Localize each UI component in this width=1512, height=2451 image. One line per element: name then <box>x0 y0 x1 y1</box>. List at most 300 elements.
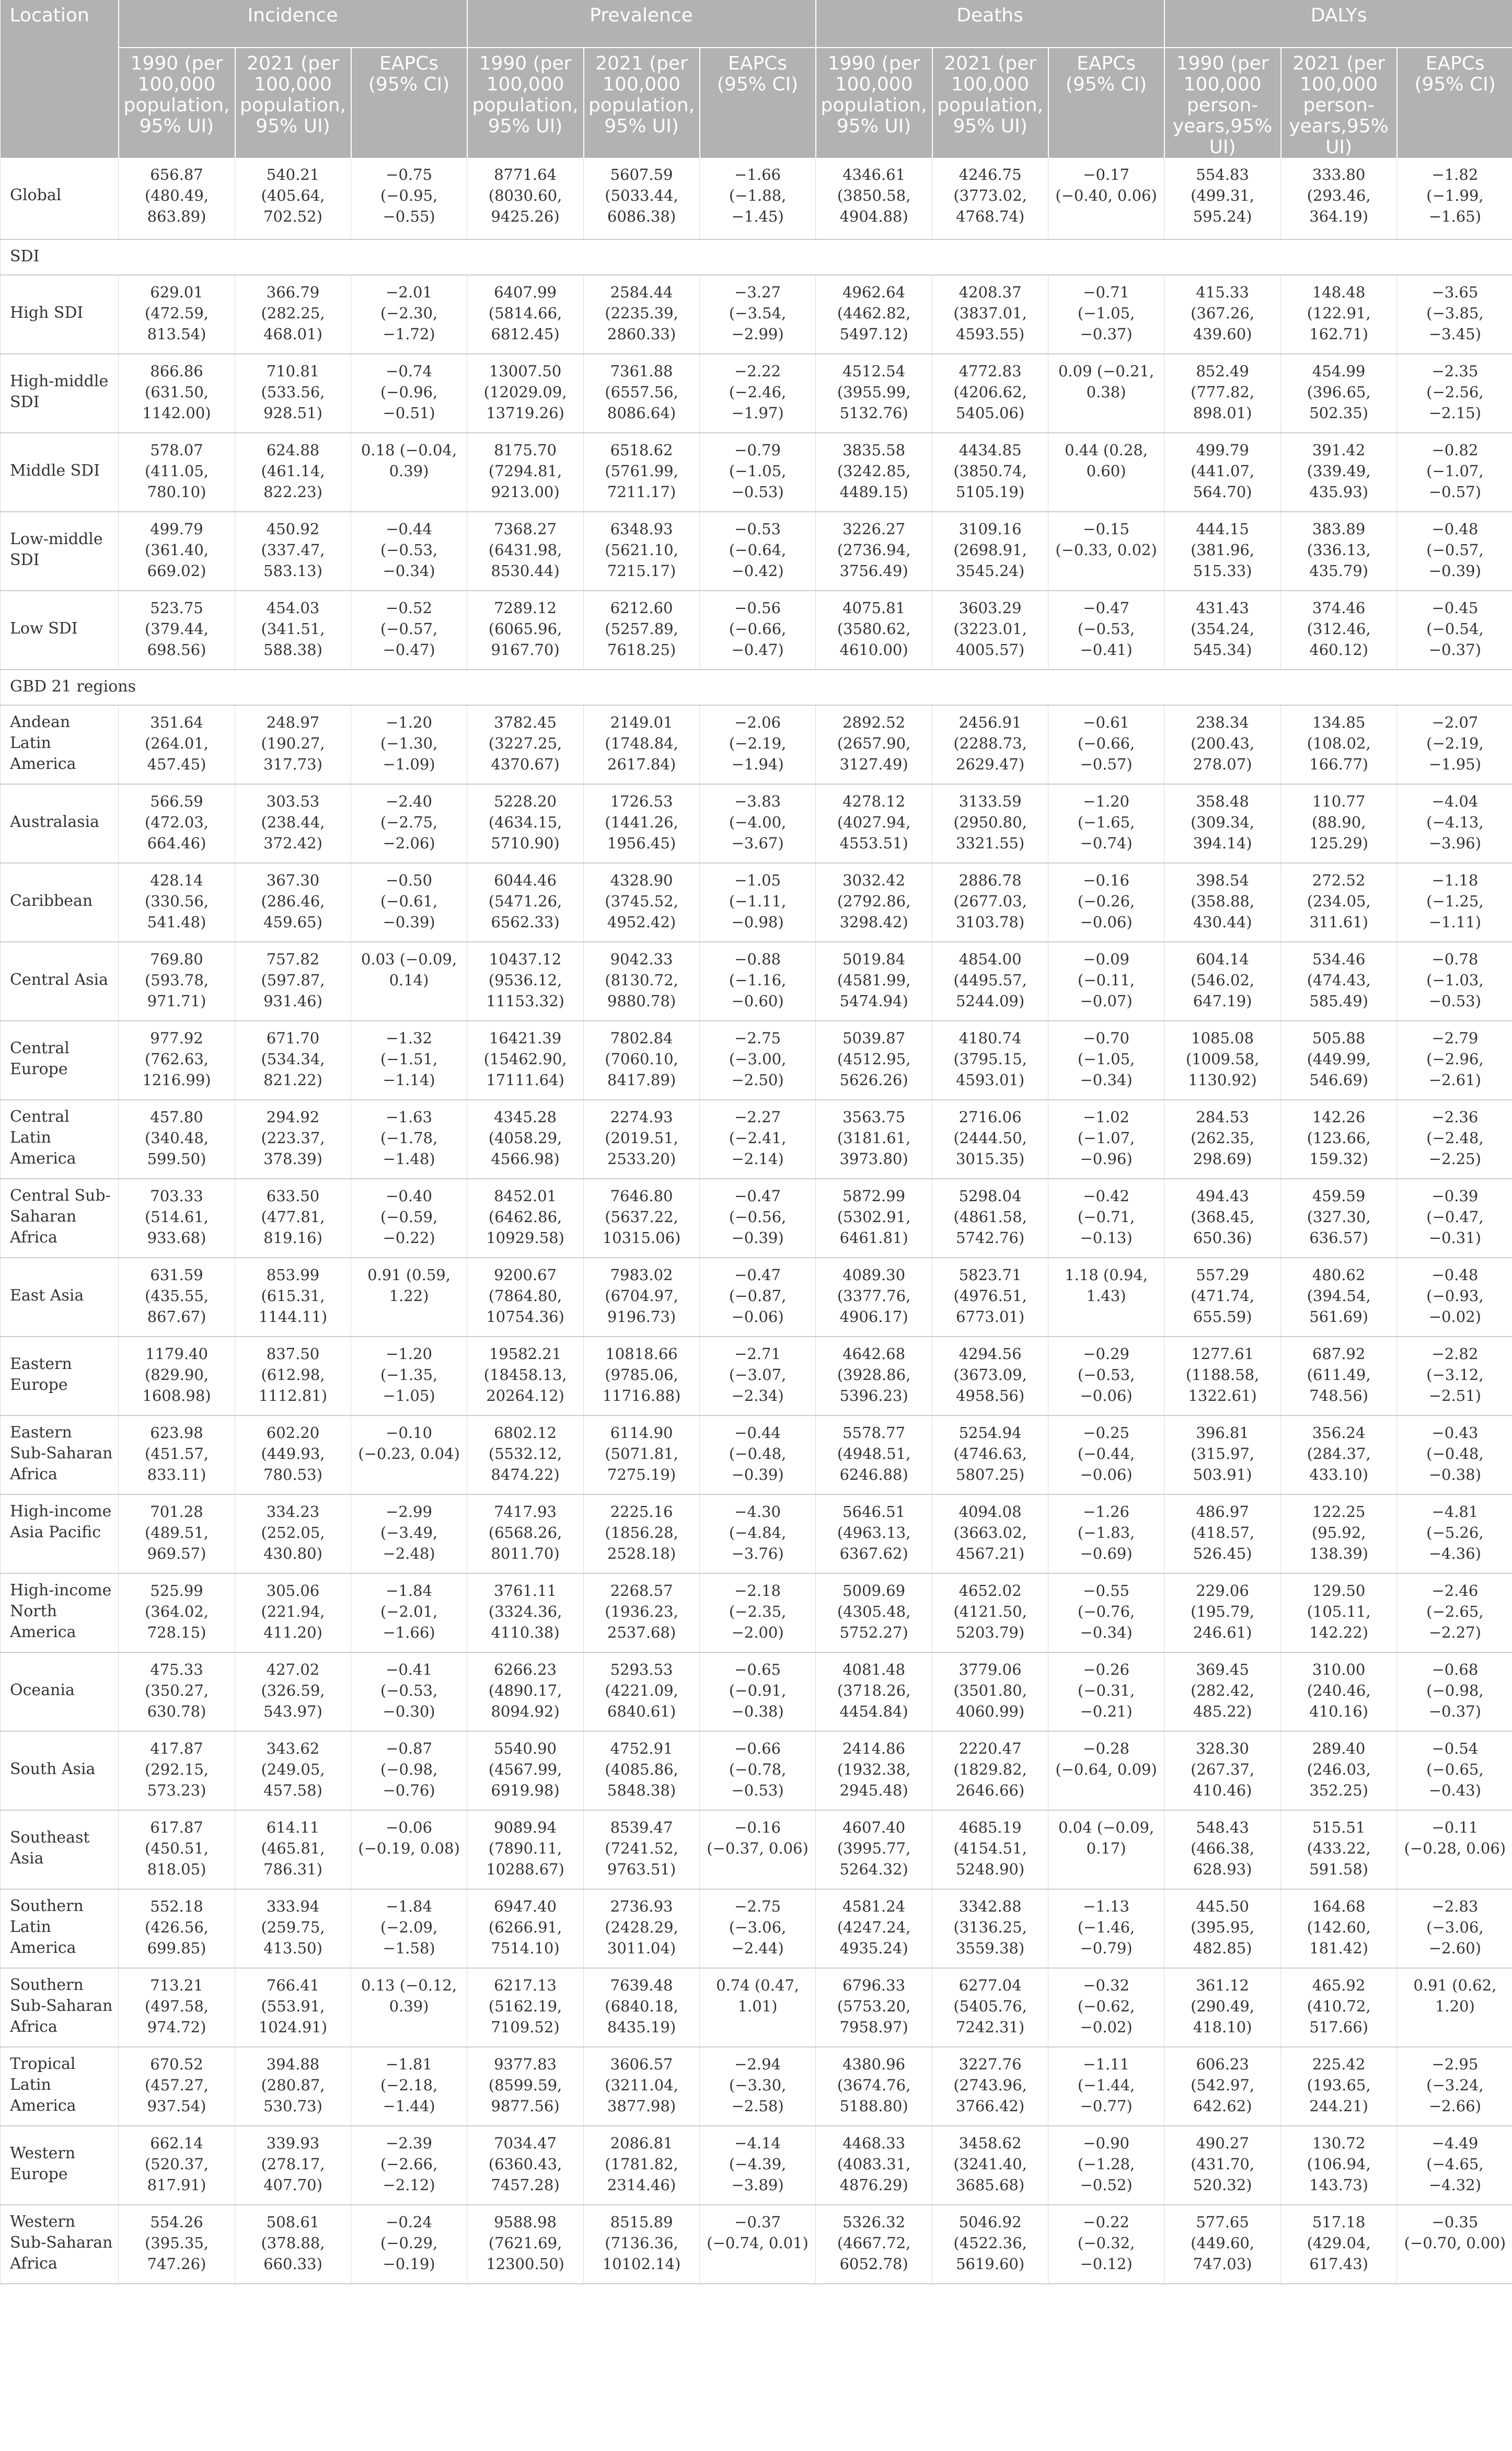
value-cell: −0.16 (−0.26, −0.06) <box>1048 863 1164 942</box>
value-cell: 534.46 (474.43, 585.49) <box>1281 942 1397 1021</box>
location-cell: Western Europe <box>1 2126 119 2205</box>
value-cell: 475.33 (350.27, 630.78) <box>119 1652 235 1731</box>
value-cell: 577.65 (449.60, 747.03) <box>1164 2205 1281 2284</box>
value-cell: 4094.08 (3663.02, 4567.21) <box>932 1494 1048 1573</box>
location-cell: Caribbean <box>1 863 119 942</box>
table-row <box>1 2047 1512 2126</box>
value-cell: 1726.53 (1441.26, 1956.45) <box>584 784 700 863</box>
value-cell: −0.47 (−0.56, −0.39) <box>700 1179 816 1258</box>
value-cell: 134.85 (108.02, 166.77) <box>1281 705 1397 784</box>
value-cell: 122.25 (95.92, 138.39) <box>1281 1494 1397 1573</box>
value-cell: 606.23 (542.97, 642.62) <box>1164 2047 1281 2126</box>
table-row <box>1 591 1512 670</box>
value-cell: −3.83 (−4.00, −3.67) <box>700 784 816 863</box>
value-cell: −0.41 (−0.53, −0.30) <box>351 1652 467 1731</box>
value-cell: 398.54 (358.88, 430.44) <box>1164 863 1281 942</box>
value-cell: 5872.99 (5302.91, 6461.81) <box>816 1179 932 1258</box>
value-cell: −2.06 (−2.19, −1.94) <box>700 705 816 784</box>
value-cell: 7646.80 (5637.22, 10315.06) <box>584 1179 700 1258</box>
value-cell: 4607.40 (3995.77, 5264.32) <box>816 1810 932 1889</box>
location-cell: Eastern Sub-Saharan Africa <box>1 1416 119 1494</box>
table-row <box>1 1652 1512 1731</box>
value-cell: 4346.61 (3850.58, 4904.88) <box>816 158 932 239</box>
value-cell: −2.82 (−3.12, −2.51) <box>1397 1337 1512 1416</box>
value-cell: 713.21 (497.58, 974.72) <box>119 1968 235 2047</box>
value-cell: 523.75 (379.44, 698.56) <box>119 591 235 670</box>
value-cell: −1.20 (−1.65, −0.74) <box>1048 784 1164 863</box>
value-cell: −2.83 (−3.06, −2.60) <box>1397 1889 1512 1968</box>
value-cell: 2414.86 (1932.38, 2945.48) <box>816 1731 932 1810</box>
value-cell: 445.50 (395.95, 482.85) <box>1164 1889 1281 1968</box>
value-cell: 303.53 (238.44, 372.42) <box>235 784 351 863</box>
value-cell: 4208.37 (3837.01, 4593.55) <box>932 275 1048 354</box>
value-cell: 417.87 (292.15, 573.23) <box>119 1731 235 1810</box>
table-row <box>1 275 1512 354</box>
column-header: 1990 (per 100,000 population, 95% UI) <box>816 48 932 158</box>
value-cell: −0.24 (−0.29, −0.19) <box>351 2205 467 2284</box>
value-cell: 4328.90 (3745.52, 4952.42) <box>584 863 700 942</box>
value-cell: 2086.81 (1781.82, 2314.46) <box>584 2126 700 2205</box>
value-cell: 465.92 (410.72, 517.66) <box>1281 1968 1397 2047</box>
location-cell: Low-middle SDI <box>1 512 119 591</box>
value-cell: 624.88 (461.14, 822.23) <box>235 433 351 512</box>
value-cell: −1.02 (−1.07, −0.96) <box>1048 1100 1164 1179</box>
value-cell: 5646.51 (4963.13, 6367.62) <box>816 1494 932 1573</box>
value-cell: −2.40 (−2.75, −2.06) <box>351 784 467 863</box>
value-cell: 6518.62 (5761.99, 7211.17) <box>584 433 700 512</box>
table-row <box>1 1731 1512 1810</box>
value-cell: 2274.93 (2019.51, 2533.20) <box>584 1100 700 1179</box>
section-label: SDI <box>1 239 1512 275</box>
value-cell: 248.97 (190.27, 317.73) <box>235 705 351 784</box>
location-cell: Central Sub-Saharan Africa <box>1 1179 119 1258</box>
table-row <box>1 1100 1512 1179</box>
value-cell: −0.47 (−0.87, −0.06) <box>700 1258 816 1337</box>
value-cell: −1.13 (−1.46, −0.79) <box>1048 1889 1164 1968</box>
value-cell: 5578.77 (4948.51, 6246.88) <box>816 1416 932 1494</box>
value-cell: 0.04 (−0.09, 0.17) <box>1048 1810 1164 1889</box>
location-header: Location <box>1 0 119 158</box>
table-row <box>1 705 1512 784</box>
value-cell: −0.61 (−0.66, −0.57) <box>1048 705 1164 784</box>
value-cell: 4180.74 (3795.15, 4593.01) <box>932 1021 1048 1100</box>
value-cell: −4.30 (−4.84, −3.76) <box>700 1494 816 1573</box>
location-cell: Central Latin America <box>1 1100 119 1179</box>
value-cell: −0.39 (−0.47, −0.31) <box>1397 1179 1512 1258</box>
location-cell: Southern Latin America <box>1 1889 119 1968</box>
value-cell: −0.90 (−1.28, −0.52) <box>1048 2126 1164 2205</box>
value-cell: 4581.24 (4247.24, 4935.24) <box>816 1889 932 1968</box>
value-cell: 4345.28 (4058.29, 4566.98) <box>467 1100 584 1179</box>
value-cell: −0.28 (−0.64, 0.09) <box>1048 1731 1164 1810</box>
value-cell: 351.64 (264.01, 457.45) <box>119 705 235 784</box>
table-row <box>1 158 1512 239</box>
value-cell: 289.40 (246.03, 352.25) <box>1281 1731 1397 1810</box>
value-cell: −2.36 (−2.48, −2.25) <box>1397 1100 1512 1179</box>
deaths-header: Deaths <box>816 0 1164 48</box>
value-cell: 557.29 (471.74, 655.59) <box>1164 1258 1281 1337</box>
value-cell: 4294.56 (3673.09, 4958.56) <box>932 1337 1048 1416</box>
value-cell: −0.74 (−0.96, −0.51) <box>351 354 467 433</box>
value-cell: 4380.96 (3674.76, 5188.80) <box>816 2047 932 2126</box>
table-row <box>1 433 1512 512</box>
value-cell: 4075.81 (3580.62, 4610.00) <box>816 591 932 670</box>
value-cell: 9588.98 (7621.69, 12300.50) <box>467 2205 584 2284</box>
value-cell: 602.20 (449.93, 780.53) <box>235 1416 351 1494</box>
value-cell: −1.81 (−2.18, −1.44) <box>351 2047 467 2126</box>
value-cell: −0.66 (−0.78, −0.53) <box>700 1731 816 1810</box>
value-cell: −0.75 (−0.95, −0.55) <box>351 158 467 239</box>
value-cell: 8539.47 (7241.52, 9763.51) <box>584 1810 700 1889</box>
value-cell: 0.18 (−0.04, 0.39) <box>351 433 467 512</box>
value-cell: 1277.61 (1188.58, 1322.61) <box>1164 1337 1281 1416</box>
section-row <box>1 670 1512 705</box>
value-cell: 6348.93 (5621.10, 7215.17) <box>584 512 700 591</box>
value-cell: 486.97 (418.57, 526.45) <box>1164 1494 1281 1573</box>
value-cell: −4.14 (−4.39, −3.89) <box>700 2126 816 2205</box>
prevalence-header: Prevalence <box>467 0 816 48</box>
value-cell: 3109.16 (2698.91, 3545.24) <box>932 512 1048 591</box>
value-cell: −1.26 (−1.83, −0.69) <box>1048 1494 1164 1573</box>
value-cell: 2456.91 (2288.73, 2629.47) <box>932 705 1048 784</box>
value-cell: 5540.90 (4567.99, 6919.98) <box>467 1731 584 1810</box>
value-cell: 383.89 (336.13, 435.79) <box>1281 512 1397 591</box>
value-cell: 687.92 (611.49, 748.56) <box>1281 1337 1397 1416</box>
table-row <box>1 1494 1512 1573</box>
value-cell: 0.44 (0.28, 0.60) <box>1048 433 1164 512</box>
value-cell: 3761.11 (3324.36, 4110.38) <box>467 1573 584 1652</box>
value-cell: −2.01 (−2.30, −1.72) <box>351 275 467 354</box>
value-cell: 238.34 (200.43, 278.07) <box>1164 705 1281 784</box>
value-cell: 852.49 (777.82, 898.01) <box>1164 354 1281 433</box>
section-label: GBD 21 regions <box>1 670 1512 705</box>
value-cell: −1.20 (−1.30, −1.09) <box>351 705 467 784</box>
value-cell: −0.10 (−0.23, 0.04) <box>351 1416 467 1494</box>
value-cell: 5293.53 (4221.09, 6840.61) <box>584 1652 700 1731</box>
value-cell: 5046.92 (4522.36, 5619.60) <box>932 2205 1048 2284</box>
value-cell: 284.53 (262.35, 298.69) <box>1164 1100 1281 1179</box>
value-cell: −3.27 (−3.54, −2.99) <box>700 275 816 354</box>
column-header: EAPCs (95% CI) <box>1397 48 1512 158</box>
value-cell: −0.53 (−0.64, −0.42) <box>700 512 816 591</box>
value-cell: 614.11 (465.81, 786.31) <box>235 1810 351 1889</box>
value-cell: −2.99 (−3.49, −2.48) <box>351 1494 467 1573</box>
value-cell: 3779.06 (3501.80, 4060.99) <box>932 1652 1048 1731</box>
value-cell: 517.18 (429.04, 617.43) <box>1281 2205 1397 2284</box>
value-cell: 837.50 (612.98, 1112.81) <box>235 1337 351 1416</box>
value-cell: 6114.90 (5071.81, 7275.19) <box>584 1416 700 1494</box>
value-cell: 7417.93 (6568.26, 8011.70) <box>467 1494 584 1573</box>
value-cell: −0.70 (−1.05, −0.34) <box>1048 1021 1164 1100</box>
value-cell: −0.48 (−0.57, −0.39) <box>1397 512 1512 591</box>
column-header: 2021 (per 100,000 population, 95% UI) <box>932 48 1048 158</box>
value-cell: 7983.02 (6704.97, 9196.73) <box>584 1258 700 1337</box>
value-cell: 5254.94 (4746.63, 5807.25) <box>932 1416 1048 1494</box>
value-cell: 142.26 (123.66, 159.32) <box>1281 1100 1397 1179</box>
value-cell: 7361.88 (6557.56, 8086.64) <box>584 354 700 433</box>
value-cell: 428.14 (330.56, 541.48) <box>119 863 235 942</box>
value-cell: 2886.78 (2677.03, 3103.78) <box>932 863 1048 942</box>
value-cell: 2584.44 (2235.39, 2860.33) <box>584 275 700 354</box>
table-row <box>1 512 1512 591</box>
value-cell: 4652.02 (4121.50, 5203.79) <box>932 1573 1048 1652</box>
value-cell: 6947.40 (6266.91, 7514.10) <box>467 1889 584 1968</box>
value-cell: 225.42 (193.65, 244.21) <box>1281 2047 1397 2126</box>
column-header: 2021 (per 100,000 person-years,95% UI) <box>1281 48 1397 158</box>
value-cell: −0.42 (−0.71, −0.13) <box>1048 1179 1164 1258</box>
value-cell: 7368.27 (6431.98, 8530.44) <box>467 512 584 591</box>
location-cell: High SDI <box>1 275 119 354</box>
value-cell: 6277.04 (5405.76, 7242.31) <box>932 1968 1048 2047</box>
location-cell: Australasia <box>1 784 119 863</box>
column-header: 2021 (per 100,000 population, 95% UI) <box>584 48 700 158</box>
value-cell: 2220.47 (1829.82, 2646.66) <box>932 1731 1048 1810</box>
table-header <box>1 0 1512 158</box>
table-row <box>1 1416 1512 1494</box>
value-cell: 10818.66 (9785.06, 11716.88) <box>584 1337 700 1416</box>
table-row <box>1 1337 1512 1416</box>
table-row <box>1 354 1512 433</box>
table-row <box>1 1889 1512 1968</box>
value-cell: 633.50 (477.81, 819.16) <box>235 1179 351 1258</box>
value-cell: 4246.75 (3773.02, 4768.74) <box>932 158 1048 239</box>
table-row <box>1 1179 1512 1258</box>
value-cell: −0.68 (−0.98, −0.37) <box>1397 1652 1512 1731</box>
value-cell: 623.98 (451.57, 833.11) <box>119 1416 235 1494</box>
value-cell: 19582.21 (18458.13, 20264.12) <box>467 1337 584 1416</box>
value-cell: 6802.12 (5532.12, 8474.22) <box>467 1416 584 1494</box>
column-header: EAPCs (95% CI) <box>351 48 467 158</box>
value-cell: 757.82 (597.87, 931.46) <box>235 942 351 1021</box>
value-cell: 6212.60 (5257.89, 7618.25) <box>584 591 700 670</box>
value-cell: 548.43 (466.38, 628.93) <box>1164 1810 1281 1889</box>
value-cell: 0.03 (−0.09, 0.14) <box>351 942 467 1021</box>
value-cell: −2.22 (−2.46, −1.97) <box>700 354 816 433</box>
value-cell: 4512.54 (3955.99, 5132.76) <box>816 354 932 433</box>
value-cell: −2.07 (−2.19, −1.95) <box>1397 705 1512 784</box>
value-cell: 766.41 (553.91, 1024.91) <box>235 1968 351 2047</box>
location-cell: High-income North America <box>1 1573 119 1652</box>
value-cell: 853.99 (615.31, 1144.11) <box>235 1258 351 1337</box>
value-cell: −0.65 (−0.91, −0.38) <box>700 1652 816 1731</box>
table-row <box>1 1021 1512 1100</box>
value-cell: −0.15 (−0.33, 0.02) <box>1048 512 1164 591</box>
value-cell: 0.74 (0.47, 1.01) <box>700 1968 816 2047</box>
value-cell: −0.55 (−0.76, −0.34) <box>1048 1573 1164 1652</box>
value-cell: 13007.50 (12029.09, 13719.26) <box>467 354 584 433</box>
table-row <box>1 2126 1512 2205</box>
value-cell: 977.92 (762.63, 1216.99) <box>119 1021 235 1100</box>
value-cell: 6796.33 (5753.20, 7958.97) <box>816 1968 932 2047</box>
value-cell: −2.79 (−2.96, −2.61) <box>1397 1021 1512 1100</box>
value-cell: 0.91 (0.62, 1.20) <box>1397 1968 1512 2047</box>
value-cell: 454.03 (341.51, 588.38) <box>235 591 351 670</box>
value-cell: 552.18 (426.56, 699.85) <box>119 1889 235 1968</box>
value-cell: 10437.12 (9536.12, 11153.32) <box>467 942 584 1021</box>
column-header: 1990 (per 100,000 person-years,95% UI) <box>1164 48 1281 158</box>
value-cell: −0.16 (−0.37, 0.06) <box>700 1810 816 1889</box>
value-cell: 2149.01 (1748.84, 2617.84) <box>584 705 700 784</box>
value-cell: −0.32 (−0.62, −0.02) <box>1048 1968 1164 2047</box>
value-cell: 578.07 (411.05, 780.10) <box>119 433 235 512</box>
value-cell: 334.23 (252.05, 430.80) <box>235 1494 351 1573</box>
value-cell: 328.30 (267.37, 410.46) <box>1164 1731 1281 1810</box>
value-cell: 505.88 (449.99, 546.69) <box>1281 1021 1397 1100</box>
value-cell: 554.83 (499.31, 595.24) <box>1164 158 1281 239</box>
value-cell: 356.24 (284.37, 433.10) <box>1281 1416 1397 1494</box>
value-cell: 427.02 (326.59, 543.97) <box>235 1652 351 1731</box>
value-cell: 396.81 (315.97, 503.91) <box>1164 1416 1281 1494</box>
section-row <box>1 239 1512 275</box>
value-cell: 110.77 (88.90, 125.29) <box>1281 784 1397 863</box>
column-header: 2021 (per 100,000 population, 95% UI) <box>235 48 351 158</box>
value-cell: 391.42 (339.49, 435.93) <box>1281 433 1397 512</box>
value-cell: −2.27 (−2.41, −2.14) <box>700 1100 816 1179</box>
column-header: EAPCs (95% CI) <box>700 48 816 158</box>
value-cell: 5326.32 (4667.72, 6052.78) <box>816 2205 932 2284</box>
value-cell: 8175.70 (7294.81, 9213.00) <box>467 433 584 512</box>
value-cell: 3782.45 (3227.25, 4370.67) <box>467 705 584 784</box>
value-cell: 662.14 (520.37, 817.91) <box>119 2126 235 2205</box>
value-cell: 454.99 (396.65, 502.35) <box>1281 354 1397 433</box>
value-cell: −2.75 (−3.06, −2.44) <box>700 1889 816 1968</box>
value-cell: 6407.99 (5814.66, 6812.45) <box>467 275 584 354</box>
value-cell: 9042.33 (8130.72, 9880.78) <box>584 942 700 1021</box>
value-cell: 515.51 (433.22, 591.58) <box>1281 1810 1397 1889</box>
value-cell: 5019.84 (4581.99, 5474.94) <box>816 942 932 1021</box>
value-cell: 294.92 (223.37, 378.39) <box>235 1100 351 1179</box>
value-cell: 0.91 (0.59, 1.22) <box>351 1258 467 1337</box>
value-cell: 2736.93 (2428.29, 3011.04) <box>584 1889 700 1968</box>
table-row <box>1 1968 1512 2047</box>
value-cell: −2.46 (−2.65, −2.27) <box>1397 1573 1512 1652</box>
value-cell: 3133.59 (2950.80, 3321.55) <box>932 784 1048 863</box>
value-cell: −2.75 (−3.00, −2.50) <box>700 1021 816 1100</box>
value-cell: 9200.67 (7864.80, 10754.36) <box>467 1258 584 1337</box>
table-row <box>1 1810 1512 1889</box>
value-cell: −0.87 (−0.98, −0.76) <box>351 1731 467 1810</box>
value-cell: 4089.30 (3377.76, 4906.17) <box>816 1258 932 1337</box>
value-cell: −0.45 (−0.54, −0.37) <box>1397 591 1512 670</box>
value-cell: −2.35 (−2.56, −2.15) <box>1397 354 1512 433</box>
value-cell: −2.39 (−2.66, −2.12) <box>351 2126 467 2205</box>
value-cell: −4.81 (−5.26, −4.36) <box>1397 1494 1512 1573</box>
value-cell: 3458.62 (3241.40, 3685.68) <box>932 2126 1048 2205</box>
value-cell: 2716.06 (2444.50, 3015.35) <box>932 1100 1048 1179</box>
value-cell: −1.05 (−1.11, −0.98) <box>700 863 816 942</box>
location-cell: Oceania <box>1 1652 119 1731</box>
value-cell: −4.49 (−4.65, −4.32) <box>1397 2126 1512 2205</box>
value-cell: 9377.83 (8599.59, 9877.56) <box>467 2047 584 2126</box>
value-cell: 3563.75 (3181.61, 3973.80) <box>816 1100 932 1179</box>
value-cell: −2.71 (−3.07, −2.34) <box>700 1337 816 1416</box>
value-cell: 8452.01 (6462.86, 10929.58) <box>467 1179 584 1258</box>
value-cell: −1.20 (−1.35, −1.05) <box>351 1337 467 1416</box>
value-cell: 415.33 (367.26, 439.60) <box>1164 275 1281 354</box>
value-cell: −0.82 (−1.07, −0.57) <box>1397 433 1512 512</box>
value-cell: −0.11 (−0.28, 0.06) <box>1397 1810 1512 1889</box>
value-cell: 369.45 (282.42, 485.22) <box>1164 1652 1281 1731</box>
value-cell: 6266.23 (4890.17, 8094.92) <box>467 1652 584 1731</box>
value-cell: 358.48 (309.34, 394.14) <box>1164 784 1281 863</box>
location-cell: Western Sub-Saharan Africa <box>1 2205 119 2284</box>
value-cell: 3226.27 (2736.94, 3756.49) <box>816 512 932 591</box>
value-cell: 617.87 (450.51, 818.05) <box>119 1810 235 1889</box>
value-cell: 490.27 (431.70, 520.32) <box>1164 2126 1281 2205</box>
value-cell: 0.09 (−0.21, 0.38) <box>1048 354 1164 433</box>
location-cell: Middle SDI <box>1 433 119 512</box>
value-cell: 7034.47 (6360.43, 7457.28) <box>467 2126 584 2205</box>
value-cell: 703.33 (514.61, 933.68) <box>119 1179 235 1258</box>
value-cell: −2.94 (−3.30, −2.58) <box>700 2047 816 2126</box>
value-cell: 9089.94 (7890.11, 10288.67) <box>467 1810 584 1889</box>
value-cell: 5298.04 (4861.58, 5742.76) <box>932 1179 1048 1258</box>
value-cell: −1.82 (−1.99, −1.65) <box>1397 158 1512 239</box>
value-cell: −0.37 (−0.74, 0.01) <box>700 2205 816 2284</box>
value-cell: 3227.76 (2743.96, 3766.42) <box>932 2047 1048 2126</box>
value-cell: 499.79 (441.07, 564.70) <box>1164 433 1281 512</box>
table-body <box>1 158 1512 2284</box>
value-cell: 701.28 (489.51, 969.57) <box>119 1494 235 1573</box>
value-cell: 366.79 (282.25, 468.01) <box>235 275 351 354</box>
value-cell: −0.52 (−0.57, −0.47) <box>351 591 467 670</box>
column-header: 1990 (per 100,000 population, 95% UI) <box>467 48 584 158</box>
value-cell: −0.78 (−1.03, −0.53) <box>1397 942 1512 1021</box>
column-header: EAPCs (95% CI) <box>1048 48 1164 158</box>
value-cell: −0.50 (−0.61, −0.39) <box>351 863 467 942</box>
value-cell: 5607.59 (5033.44, 6086.38) <box>584 158 700 239</box>
table-row <box>1 2205 1512 2284</box>
value-cell: 3032.42 (2792.86, 3298.42) <box>816 863 932 942</box>
value-cell: −0.17 (−0.40, 0.06) <box>1048 158 1164 239</box>
value-cell: 148.48 (122.91, 162.71) <box>1281 275 1397 354</box>
value-cell: −0.56 (−0.66, −0.47) <box>700 591 816 670</box>
value-cell: 333.80 (293.46, 364.19) <box>1281 158 1397 239</box>
table-row <box>1 1258 1512 1337</box>
value-cell: 566.59 (472.03, 664.46) <box>119 784 235 863</box>
value-cell: 1.18 (0.94, 1.43) <box>1048 1258 1164 1337</box>
value-cell: −0.71 (−1.05, −0.37) <box>1048 275 1164 354</box>
location-cell: Tropical Latin America <box>1 2047 119 2126</box>
value-cell: −0.26 (−0.31, −0.21) <box>1048 1652 1164 1731</box>
value-cell: 4752.91 (4085.86, 5848.38) <box>584 1731 700 1810</box>
value-cell: 0.13 (−0.12, 0.39) <box>351 1968 467 2047</box>
value-cell: 629.01 (472.59, 813.54) <box>119 275 235 354</box>
value-cell: 6044.46 (5471.26, 6562.33) <box>467 863 584 942</box>
value-cell: 4278.12 (4027.94, 4553.51) <box>816 784 932 863</box>
value-cell: −0.79 (−1.05, −0.53) <box>700 433 816 512</box>
value-cell: −0.29 (−0.53, −0.06) <box>1048 1337 1164 1416</box>
value-cell: 540.21 (405.64, 702.52) <box>235 158 351 239</box>
dalys-header: DALYs <box>1164 0 1512 48</box>
table-row <box>1 784 1512 863</box>
value-cell: 480.62 (394.54, 561.69) <box>1281 1258 1397 1337</box>
value-cell: −0.44 (−0.53, −0.34) <box>351 512 467 591</box>
location-cell: Central Asia <box>1 942 119 1021</box>
value-cell: 4434.85 (3850.74, 5105.19) <box>932 433 1048 512</box>
value-cell: 671.70 (534.34, 821.22) <box>235 1021 351 1100</box>
value-cell: −0.54 (−0.65, −0.43) <box>1397 1731 1512 1810</box>
value-cell: 508.61 (378.88, 660.33) <box>235 2205 351 2284</box>
value-cell: −0.44 (−0.48, −0.39) <box>700 1416 816 1494</box>
value-cell: 4772.83 (4206.62, 5405.06) <box>932 354 1048 433</box>
location-cell: East Asia <box>1 1258 119 1337</box>
value-cell: 656.87 (480.49, 863.89) <box>119 158 235 239</box>
value-cell: 4468.33 (4083.31, 4876.29) <box>816 2126 932 2205</box>
location-cell: South Asia <box>1 1731 119 1810</box>
value-cell: −1.11 (−1.44, −0.77) <box>1048 2047 1164 2126</box>
value-cell: 2892.52 (2657.90, 3127.49) <box>816 705 932 784</box>
